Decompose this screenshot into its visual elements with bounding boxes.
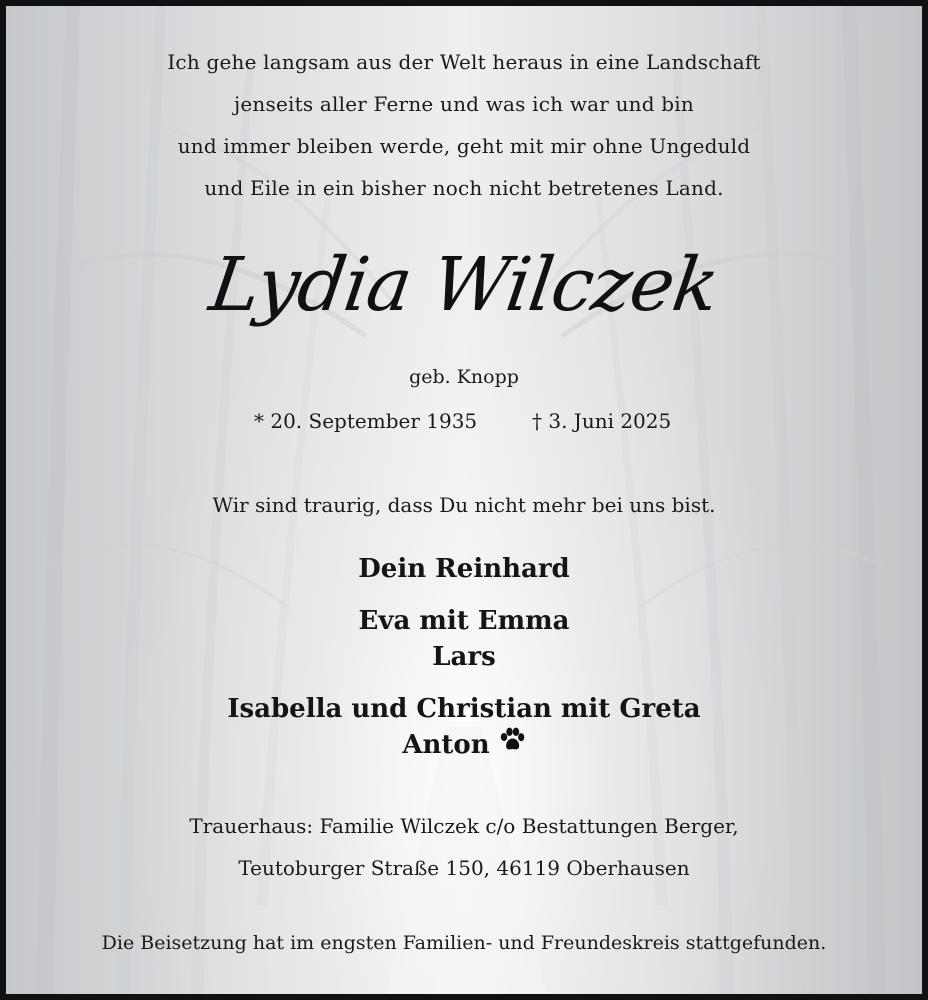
poem-line-4: und Eile in ein bisher noch nicht betretenes Land. xyxy=(204,176,724,200)
family-member-2: Eva mit Emma xyxy=(358,606,570,636)
birth-date: * 20. September 1935 xyxy=(254,409,478,433)
poem-line-2: jenseits aller Ferne und was ich war und bin xyxy=(234,92,694,116)
address-line-1: Trauerhaus: Familie Wilczek c/o Bestattungen Berger, xyxy=(189,814,739,838)
mourning-phrase: Wir sind traurig, dass Du nicht mehr bei uns bist. xyxy=(212,493,716,517)
poem-line-3: und immer bleiben werde, geht mit mir ohne Ungeduld xyxy=(177,134,751,158)
family-member-4: Isabella und Christian mit Greta xyxy=(227,694,701,724)
maiden-name: geb. Knopp xyxy=(409,366,519,388)
family-member-5-row xyxy=(6,730,922,760)
poem-line-1: Ich gehe langsam aus der Welt heraus in eine Landschaft xyxy=(167,50,761,74)
family-member-1: Dein Reinhard xyxy=(358,554,570,584)
paw-print-icon xyxy=(498,727,526,760)
funeral-note: Die Beisetzung hat im engsten Familien- und Freundeskreis stattgefunden. xyxy=(101,932,827,954)
family-member-3: Lars xyxy=(432,642,496,672)
notice-content xyxy=(6,6,922,994)
family-member-5: Anton xyxy=(402,730,490,760)
address-line-2: Teutoburger Straße 150, 46119 Oberhausen xyxy=(238,856,690,880)
death-date: † 3. Juni 2025 xyxy=(532,409,672,433)
deceased-name: Lydia Wilczek xyxy=(204,242,724,328)
